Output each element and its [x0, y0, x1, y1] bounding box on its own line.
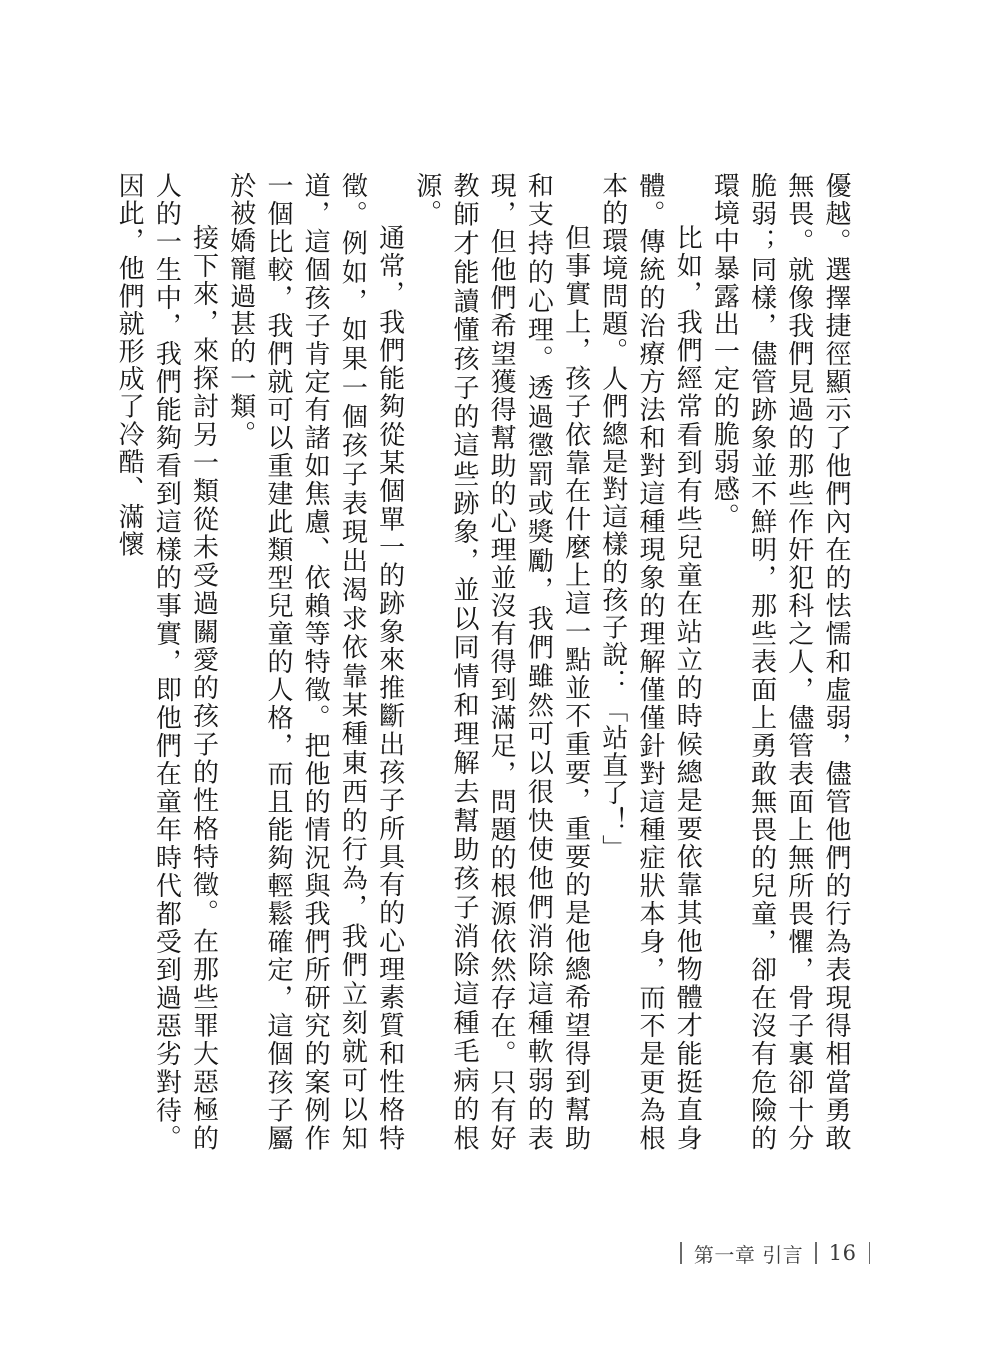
chapter-title: 第一章 引言: [693, 1242, 804, 1267]
paragraph-2: 比如，我們經常看到有些兒童在站立的時候總是要依靠其他物體才能挺直身體。傳統的治療方法和對這種現象的理解僅僅針對這種症狀本身，而不是更為根本的環境問題。人們總是對這樣的孩子說：「站直了！」: [597, 172, 703, 1152]
page-footer: [668, 1236, 882, 1270]
paragraph-5: 接下來，來探討另一類從未受過關愛的孩子的性格特徵。在那些罪大惡極的人的一生中，我們能夠看到這樣的事實，即他們在童年時代都受到過惡劣對待。因此，他們就形成了冷酷、滿懷: [114, 172, 219, 1152]
divider: [680, 1242, 682, 1264]
paragraph-3: 但事實上，孩子依靠在什麼上這一點並不重要，重要的是他總希望得到幫助和支持的心理。透過懲罰或獎勵，我們雖然可以很快使他們消除這種軟弱的表現，但他們希望獲得幫助的心理並沒有得到滿足，問題的根源依然存在。只有好教師才能讀懂孩子的這些跡象，並以同情和理解去幫助孩子消除這種毛病的根源。: [411, 172, 591, 1152]
divider: [815, 1242, 817, 1264]
body-text: [114, 172, 854, 1152]
divider: [869, 1242, 871, 1264]
paragraph-1: 優越。選擇捷徑顯示了他們內在的怯懦和虛弱，儘管他們的行為表現得相當勇敢無畏。就像我們見過的那些作奸犯科之人，儘管表面上無所畏懼，骨子裏卻十分脆弱；同樣，儘管跡象並不鮮明，那些表面上勇敢無畏的兒童，卻在沒有危險的環境中暴露出一定的脆弱感。: [709, 172, 851, 1152]
page-number: 16: [828, 1241, 857, 1265]
paragraph-4: 通常，我們能夠從某個單一的跡象來推斷出孩子所具有的心理素質和性格特徵。例如，如果一個孩子表現出渴求依靠某種東西的行為，我們立刻就可以知道，這個孩子肯定有諸如焦慮、依賴等特徵。把他的情況與我們所研究的案例作一個比較，我們就可以重建此類型兒童的人格，而且能夠輕鬆確定，這個孩子屬於被嬌寵過甚的一類。: [225, 172, 405, 1152]
